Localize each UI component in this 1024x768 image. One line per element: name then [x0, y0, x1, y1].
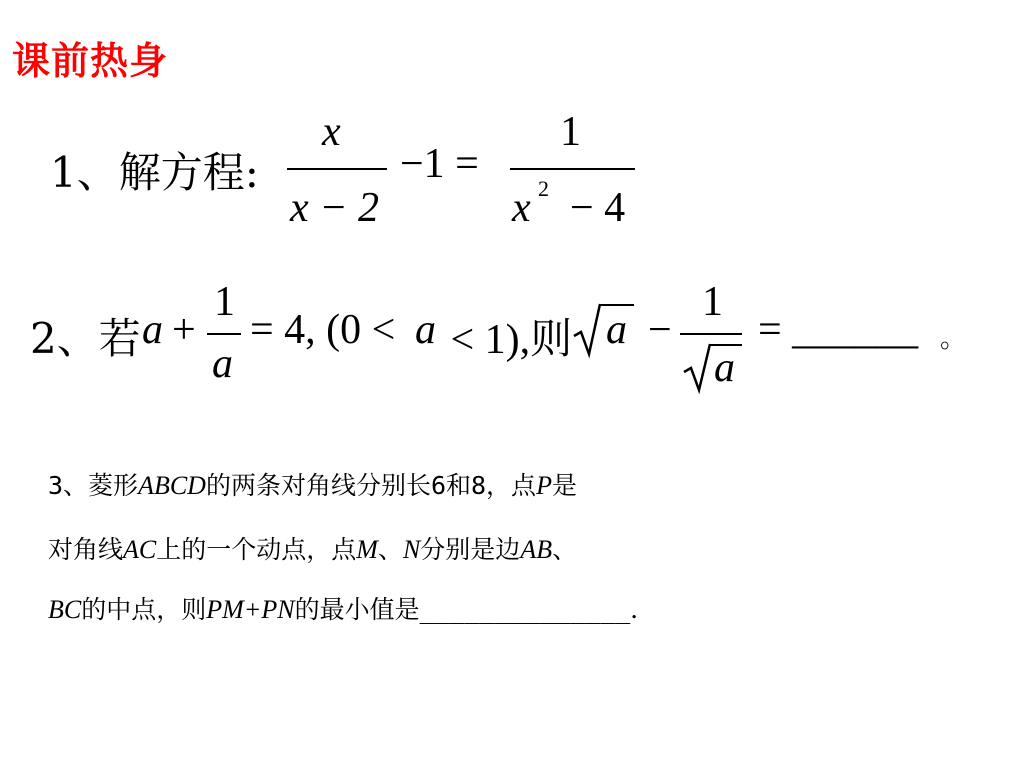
- text-segment: 、: [377, 535, 403, 564]
- text-segment: 、: [552, 535, 578, 564]
- p2-fraction2-bar: [680, 333, 742, 335]
- var-m: M: [356, 535, 378, 564]
- p1-rhs-fraction-bar: [510, 168, 635, 170]
- text-segment: 对角线: [48, 535, 124, 564]
- p1-rhs-numerator: 1: [560, 109, 581, 155]
- p2-plus: +: [172, 307, 196, 353]
- page-title: 课前热身: [12, 39, 169, 83]
- p1-rhs-den-x: x: [512, 185, 531, 231]
- problem-2-prefix: 2、若: [30, 314, 141, 363]
- var-n: N: [402, 535, 421, 564]
- expr-pm-pn: PM+PN: [206, 595, 295, 624]
- p2-fraction-bar: [207, 333, 241, 335]
- text-segment: 的中点，则: [81, 595, 207, 624]
- p2-minus: −: [648, 307, 672, 353]
- var-ab: AB: [520, 535, 553, 564]
- p1-lhs-denominator: x − 2: [290, 185, 379, 231]
- problem-1-prefix: 1、解方程:: [50, 148, 259, 197]
- text-segment: 分别是边: [420, 535, 521, 564]
- p2-condition-2: < 1),则: [440, 317, 573, 363]
- p2-frac2-denominator: a: [714, 345, 735, 391]
- p2-condition: = 4, (0 <: [250, 307, 406, 353]
- p2-frac-numerator: 1: [214, 279, 235, 325]
- text-segment: 是: [551, 471, 577, 500]
- p2-a-inequality: a: [415, 307, 436, 353]
- p1-minus-one: −1 =: [400, 141, 479, 187]
- p1-lhs-numerator: x: [322, 109, 341, 155]
- text-segment: 上的一个动点，点: [156, 535, 357, 564]
- p1-rhs-den-exponent: 2: [538, 176, 549, 201]
- var-bc: BC: [48, 595, 82, 624]
- var-ac: AC: [123, 535, 157, 564]
- p2-den-sqrt-sign: [682, 340, 712, 396]
- text-segment: 的两条对角线分别长6和8，点: [205, 471, 537, 500]
- p2-a: a: [142, 307, 163, 353]
- answer-blank: ______________．: [419, 595, 656, 624]
- p1-lhs-fraction-bar: [287, 168, 387, 170]
- problem-3-line-2: [48, 530, 577, 566]
- p2-sqrt-radicand: a: [606, 307, 627, 353]
- var-p: P: [536, 471, 552, 500]
- p1-rhs-den-rest: − 4: [570, 185, 626, 231]
- p2-equals-blank: = ______: [758, 307, 919, 353]
- problem-3-line-1: [48, 466, 577, 502]
- p2-frac-denominator: a: [212, 341, 233, 387]
- problem-3-line-3: [48, 590, 655, 626]
- text-segment: 的最小值是: [294, 595, 420, 624]
- p2-sqrt-sign: [572, 300, 602, 360]
- var-abcd: ABCD: [138, 471, 206, 500]
- p2-end-mark: 。: [940, 324, 967, 354]
- p2-frac2-numerator: 1: [702, 279, 723, 325]
- text-segment: 3、菱形: [48, 471, 139, 500]
